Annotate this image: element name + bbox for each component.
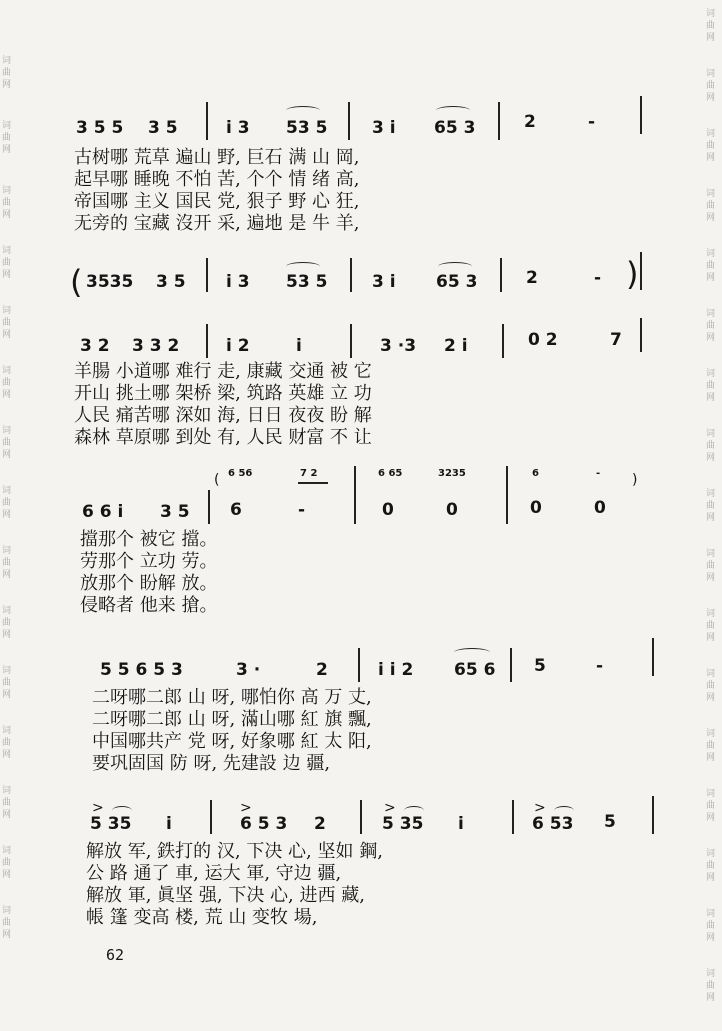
lyric-line: 二呀哪二郎 山 呀, 哪怕你 高 万 丈, xyxy=(92,687,372,708)
note-group: 3 i xyxy=(372,272,396,292)
note-group: 5 xyxy=(534,656,546,676)
lyric-line: 古树哪 荒草 遍山 野, 巨石 满 山 岡, xyxy=(74,147,360,168)
lyric-line: 人民 痛苦哪 深如 海, 日日 夜夜 盼 解 xyxy=(74,405,372,426)
note-group: i 3 xyxy=(226,118,250,138)
note-group: 3 5 5 xyxy=(76,118,124,138)
note-group: 65 3 xyxy=(434,118,476,138)
note-group: 6 65 xyxy=(378,468,403,479)
close-paren: ) xyxy=(626,255,639,293)
lyric-line: 中国哪共产 党 呀, 好象哪 紅 太 阳, xyxy=(92,731,372,752)
note-group: 6 53 xyxy=(532,814,574,834)
note-group: 3 5 xyxy=(148,118,178,138)
barline xyxy=(348,102,350,140)
note-group: 3 5 xyxy=(160,502,190,522)
note-group: 0 xyxy=(446,500,458,520)
accent-mark: > xyxy=(240,800,252,816)
barline xyxy=(498,102,500,140)
note-group: 3 3 2 xyxy=(132,336,180,356)
accent-mark: > xyxy=(384,800,396,816)
slur xyxy=(438,262,472,271)
note-group: 65 6 xyxy=(454,660,496,680)
accent-mark: > xyxy=(534,800,546,816)
note-group: 6 56 xyxy=(228,468,253,479)
barline xyxy=(208,490,210,524)
note-group: 6 5 3 xyxy=(240,814,288,834)
lyric-line: 侵略者 他来 搶。 xyxy=(80,595,218,616)
barline xyxy=(652,796,654,834)
barline xyxy=(640,252,642,290)
note-group: 2 xyxy=(526,268,538,288)
note-group: - xyxy=(588,112,596,132)
lyric-line: 森林 草原哪 到处 有, 人民 财富 不 让 xyxy=(74,427,372,448)
barline xyxy=(512,800,514,834)
note-group: 3 · xyxy=(236,660,261,680)
note-group: i xyxy=(458,814,464,834)
barline xyxy=(640,318,642,352)
lyric-line: 解放 軍, 眞坚 强, 下决 心, 进西 藏, xyxy=(86,885,365,906)
note-group: 3 i xyxy=(372,118,396,138)
note-group: i xyxy=(296,336,302,356)
lyric-line: 帳 篷 变高 楼, 荒 山 变牧 場, xyxy=(86,907,318,928)
lyric-line: 起早哪 睡晚 不怕 苦, 个个 情 绪 高, xyxy=(74,169,360,190)
lyric-line: 擋那个 被它 擋。 xyxy=(80,529,218,550)
note-group: 5 xyxy=(604,812,616,832)
note-group: 53 5 xyxy=(286,272,328,292)
barline xyxy=(350,258,352,292)
lyric-line: 放那个 盼解 放。 xyxy=(80,573,218,594)
note-group: 3235 xyxy=(438,468,466,479)
open-paren: ( xyxy=(70,263,83,301)
barline xyxy=(506,490,508,524)
note-group: 3 5 xyxy=(156,272,186,292)
barline xyxy=(652,638,654,676)
barline xyxy=(354,490,356,524)
note-group: 0 xyxy=(594,498,606,518)
barline xyxy=(360,800,362,834)
lyric-line: 解放 军, 鉄打的 汉, 下决 心, 坚如 鋼, xyxy=(86,841,383,862)
lyric-line: 帝国哪 主义 国民 党, 狠子 野 心 狂, xyxy=(74,191,360,212)
barline xyxy=(206,258,208,292)
note-group: 65 3 xyxy=(436,272,478,292)
barline xyxy=(502,324,504,358)
lyric-line: 开山 挑土哪 架桥 梁, 筑路 英雄 立 功 xyxy=(74,383,372,404)
note-group: 7 2 xyxy=(300,468,318,479)
barline xyxy=(206,102,208,140)
slur xyxy=(454,648,490,657)
note-group: - xyxy=(298,500,306,520)
note-group: 0 xyxy=(530,498,542,518)
lyric-line: 无旁的 宝藏 沒开 采, 遍地 是 牛 羊, xyxy=(74,213,360,234)
note-group: 5 35 xyxy=(382,814,424,834)
slur xyxy=(286,106,320,115)
barline xyxy=(640,96,642,134)
note-group: 2 xyxy=(314,814,326,834)
close-paren: ) xyxy=(632,472,638,488)
note-group: - xyxy=(596,468,601,479)
note-group: 53 5 xyxy=(286,118,328,138)
note-group: 0 xyxy=(382,500,394,520)
lyric-line: 二呀哪二郎 山 呀, 滿山哪 紅 旗 飄, xyxy=(92,709,372,730)
note-group: 2 i xyxy=(444,336,468,356)
note-group: i xyxy=(166,814,172,834)
accent-mark: > xyxy=(92,800,104,816)
page-number: 62 xyxy=(106,946,125,964)
barline xyxy=(350,324,352,358)
note-group: 3535 xyxy=(86,272,134,292)
lyric-line: 要巩固国 防 呀, 先建設 边 疆, xyxy=(92,753,331,774)
note-group: 0 2 xyxy=(528,330,558,350)
note-group: 7 xyxy=(610,330,622,350)
note-group: 6 xyxy=(532,468,539,479)
note-group: 6 xyxy=(230,500,242,520)
note-group: i 2 xyxy=(226,336,250,356)
barline xyxy=(500,258,502,292)
note-group: - xyxy=(596,656,604,676)
note-group: 3 2 xyxy=(80,336,110,356)
note-group: 3 ·3 xyxy=(380,336,417,356)
note-group: 5 5 6 5 3 xyxy=(100,660,183,680)
open-paren: ( xyxy=(214,472,220,488)
note-group: 2 xyxy=(524,112,536,132)
note-group: 6 6 i xyxy=(82,502,124,522)
note-group: - xyxy=(594,268,602,288)
barline xyxy=(510,648,512,682)
note-group: 5 35 xyxy=(90,814,132,834)
lyric-line: 羊腸 小道哪 难行 走, 康藏 交通 被 它 xyxy=(74,361,372,382)
beam xyxy=(298,482,328,484)
note-group: i 3 xyxy=(226,272,250,292)
lyric-line: 劳那个 立功 劳。 xyxy=(80,551,218,572)
note-group: 2 xyxy=(316,660,328,680)
barline xyxy=(210,800,212,834)
barline xyxy=(358,648,360,682)
slur xyxy=(286,262,320,271)
barline xyxy=(206,324,208,358)
note-group: i i 2 xyxy=(378,660,414,680)
slur xyxy=(436,106,470,115)
lyric-line: 公 路 通了 車, 运大 軍, 守边 疆, xyxy=(86,863,342,884)
